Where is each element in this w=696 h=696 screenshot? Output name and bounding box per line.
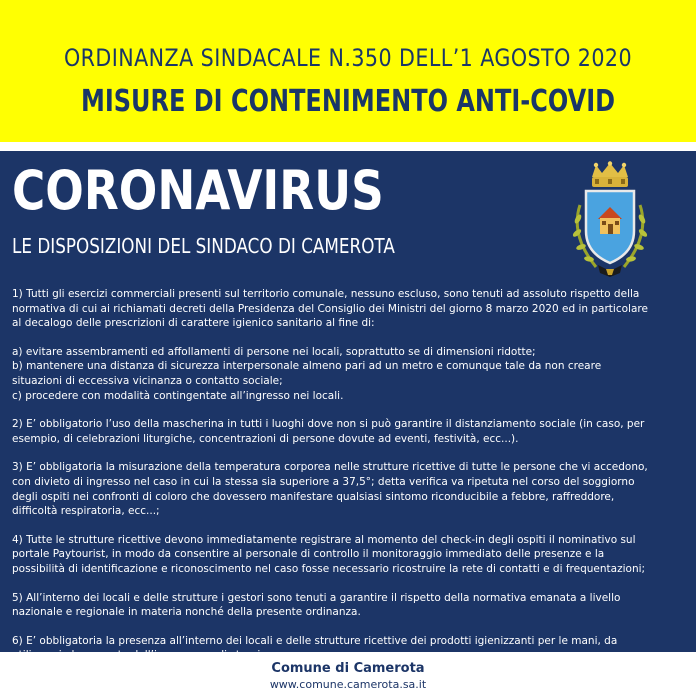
paragraph-1: 1) Tutti gli esercizi commerciali presenti sul territorio comunale, nessuno escluso, sono tenuti ad assoluto rispetto della normativa di cui ai richiamati decreti della Presidenza del Consiglio dei Ministri del giorno 8 marzo 2020 ed in particolare al decalogo delle prescrizioni di carattere igienico sanitario al fine di: xyxy=(12,287,648,330)
crown-pearl xyxy=(622,163,626,167)
paragraph-6: 6) E’ obbligatoria la presenza all’interno dei locali e delle strutture ricettive dei prodotti igienizzanti per le mani, da xyxy=(12,633,618,647)
municipality-name: Comune di Camerota xyxy=(271,661,425,676)
crown-window xyxy=(595,179,599,184)
ordinance-title: ORDINANZA SINDACALE N.350 DELL’1 AGOSTO 2020 xyxy=(63,44,633,72)
coat-of-arms-icon xyxy=(562,161,658,281)
measures-heading: MISURE DI CONTENIMENTO ANTI-COVID xyxy=(80,84,616,119)
crown-window xyxy=(621,179,625,184)
paragraph-5: 5) All’interno dei locali e delle strutture i gestori sono tenuti a garantire il rispetto della normativa emanata a livello nazionale e regionale in materia nonché della presente ordinanza. xyxy=(12,590,621,619)
house-window xyxy=(615,221,619,225)
house-door xyxy=(608,224,613,234)
paragraph-1a: a) evitare assembramenti ed affollamenti di persone nei locali, soprattutto se di dimensioni ridotte; xyxy=(12,344,536,358)
paragraph-3: 3) E’ obbligatoria la misurazione della temperatura corporea nelle strutture ricettive di tutte le persone che vi accedono, con divieto di ingresso nel caso in cui la stessa sia superiore a 37,5°; detta verifica va ripetuta nel corso del soggiorno degli ospiti nei confronti di coloro che dovessero manifestare qualsiasi sintomo riconducibile a febbre, raffreddore, difficoltà respiratoria, ecc...; xyxy=(12,460,648,518)
paragraph-1b: b) mantenere una distanza di sicurezza interpersonale almeno pari ad un metro e comunque tale da non creare situazioni di eccessiva vicinanza o contatto sociale; xyxy=(12,359,602,387)
website-link[interactable]: www.comune.camerota.sa.it xyxy=(269,678,427,691)
crown-window xyxy=(608,179,612,184)
page-subtitle: LE DISPOSIZIONI DEL SINDACO DI CAMEROTA xyxy=(12,234,395,258)
notice-panel xyxy=(0,151,696,652)
crown-pearl xyxy=(594,163,598,167)
page-title: CORONAVIRUS xyxy=(12,159,384,222)
ordinance-text xyxy=(12,287,654,677)
crown-pearl xyxy=(608,161,612,165)
top-banner xyxy=(0,0,696,142)
footer xyxy=(0,652,696,696)
paragraph-4: 4) Tutte le strutture ricettive devono immediatamente registrare al momento del check-in degli ospiti il nominativo sul portale Paytourist, in modo da consentire al personale di controllo il monitoraggio immediato delle presenze e la possibilità di identificazione e riconoscimento nel caso fosse necessario ricostruire la rete di contatti e di frequentazioni; xyxy=(12,532,646,575)
paragraph-1c: c) procedere con modalità contingentate all’ingresso nei locali. xyxy=(12,388,344,402)
paragraph-2: 2) E’ obbligatorio l’uso della mascherina in tutti i luoghi dove non si può garantire il distanziamento sociale (in caso, per esempio, di celebrazioni liturgiche, concentrazioni di persone dovute ad eventi, festività, ecc...). xyxy=(12,417,645,445)
house-window xyxy=(602,221,606,225)
